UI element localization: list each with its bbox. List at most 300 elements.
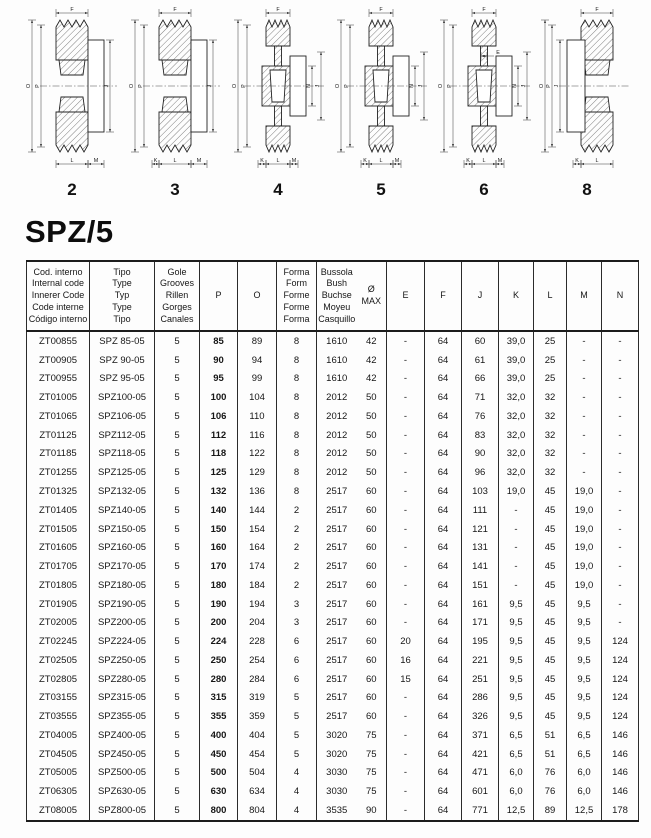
cell-p: 450 <box>200 745 238 764</box>
cell-diam-max: 60 <box>365 654 377 666</box>
cell-bush: 2517 <box>317 613 357 632</box>
cell-grooves: 5 <box>155 632 200 651</box>
cell-j: 76 <box>462 407 499 426</box>
table-row <box>27 764 639 783</box>
cell-k: 9,5 <box>499 689 534 708</box>
cell-o: 204 <box>238 613 277 632</box>
cell-diam-max: 60 <box>365 504 377 516</box>
cell-form: 2 <box>277 557 317 576</box>
cell-bush: 1610 <box>317 331 357 351</box>
table-row <box>27 463 639 482</box>
cell-bush: 2517 <box>317 576 357 595</box>
cell-p: 118 <box>200 445 238 464</box>
cell-m: - <box>567 370 602 389</box>
svg-text:K: K <box>153 158 158 165</box>
cell-diam-max: 42 <box>365 354 377 366</box>
table-row <box>27 426 639 445</box>
cell-n: - <box>602 538 639 557</box>
cell-k: 9,5 <box>499 670 534 689</box>
cell-form: 5 <box>277 689 317 708</box>
cell-m: 9,5 <box>567 595 602 614</box>
svg-text:N: N <box>409 84 415 88</box>
col-header-k: K <box>499 261 534 331</box>
cell-f: 64 <box>425 801 462 821</box>
cell-k: 19,0 <box>499 482 534 501</box>
cell-grooves: 5 <box>155 651 200 670</box>
cell-p: 250 <box>200 651 238 670</box>
cell-p: 355 <box>200 707 238 726</box>
cell-code: ZT01905 <box>38 598 78 610</box>
pulley-drawing-3 <box>125 6 225 178</box>
cell-code: ZT01605 <box>38 542 78 554</box>
svg-text:L: L <box>173 158 177 165</box>
cell-diam-max: 60 <box>365 579 377 591</box>
cell-form: 3 <box>277 613 317 632</box>
table-row <box>27 407 639 426</box>
cell-e: - <box>387 707 425 726</box>
cell-f: 64 <box>425 388 462 407</box>
cell-j: 83 <box>462 426 499 445</box>
cell-p: 180 <box>200 576 238 595</box>
cell-n: 178 <box>602 801 639 821</box>
cell-o: 804 <box>238 801 277 821</box>
cell-m: 19,0 <box>567 520 602 539</box>
cell-l: 45 <box>534 689 567 708</box>
table-row <box>27 689 639 708</box>
svg-text:N: N <box>512 84 518 88</box>
cell-grooves: 5 <box>155 764 200 783</box>
cell-diam-max: 60 <box>365 711 377 723</box>
figure-number-label: 6 <box>479 180 489 199</box>
cell-o: 254 <box>238 651 277 670</box>
cell-p: 200 <box>200 613 238 632</box>
cell-p: 190 <box>200 595 238 614</box>
figure-number-label: 8 <box>582 180 592 199</box>
svg-text:K: K <box>575 158 579 165</box>
pulley-drawing-5 <box>331 6 431 178</box>
cell-p: 90 <box>200 351 238 370</box>
col-header-type: Tipo Type Typ Type Tipo <box>90 261 155 331</box>
table-row <box>27 501 639 520</box>
cell-bush: 2517 <box>317 520 357 539</box>
cell-m: 6,0 <box>567 782 602 801</box>
cell-bush: 3535 <box>317 801 357 821</box>
cell-form: 8 <box>277 426 317 445</box>
cell-type: SPZ450-05 <box>90 745 155 764</box>
svg-text:F: F <box>595 7 599 14</box>
col-header-l: L <box>534 261 567 331</box>
cell-n: - <box>602 426 639 445</box>
cell-j: 141 <box>462 557 499 576</box>
cell-code: ZT01185 <box>39 448 77 460</box>
cell-p: 224 <box>200 632 238 651</box>
cell-k: - <box>499 501 534 520</box>
cell-diam-max: 60 <box>365 636 377 648</box>
svg-text:L: L <box>70 158 74 165</box>
cell-type: SPZ106-05 <box>90 407 155 426</box>
svg-text:O: O <box>438 83 444 89</box>
cell-n: - <box>602 445 639 464</box>
cell-code: ZT00855 <box>38 335 78 347</box>
table-body <box>27 331 639 821</box>
cell-k: 12,5 <box>499 801 534 821</box>
cell-l: 45 <box>534 595 567 614</box>
cell-form: 5 <box>277 745 317 764</box>
cell-k: 6,5 <box>499 745 534 764</box>
cell-j: 131 <box>462 538 499 557</box>
cell-l: 76 <box>534 782 567 801</box>
cell-l: 45 <box>534 670 567 689</box>
svg-text:O: O <box>129 83 135 89</box>
cell-grooves: 5 <box>155 520 200 539</box>
cell-grooves: 5 <box>155 576 200 595</box>
cell-grooves: 5 <box>155 501 200 520</box>
cell-p: 400 <box>200 726 238 745</box>
svg-text:F: F <box>70 7 74 14</box>
cell-k: 6,0 <box>499 764 534 783</box>
cell-n: - <box>602 557 639 576</box>
cell-j: 221 <box>462 651 499 670</box>
cell-o: 89 <box>238 331 277 351</box>
cell-code: ZT06305 <box>38 786 78 798</box>
cell-l: 45 <box>534 707 567 726</box>
cell-grooves: 5 <box>155 388 200 407</box>
svg-text:M: M <box>291 158 297 165</box>
cell-type: SPZ160-05 <box>90 538 155 557</box>
cell-m: 19,0 <box>567 576 602 595</box>
cell-n: 124 <box>602 651 639 670</box>
cell-m: - <box>567 463 602 482</box>
cell-form: 8 <box>277 407 317 426</box>
col-header-e: E <box>387 261 425 331</box>
svg-text:F: F <box>482 7 486 14</box>
svg-text:F: F <box>379 7 383 14</box>
table-row <box>27 613 639 632</box>
svg-text:J: J <box>104 84 110 88</box>
table-row <box>27 538 639 557</box>
cell-diam-max: 60 <box>365 598 377 610</box>
cell-o: 174 <box>238 557 277 576</box>
cell-e: - <box>387 782 425 801</box>
pulley-drawing-4 <box>228 6 328 178</box>
table-row <box>27 482 639 501</box>
cell-n: - <box>602 595 639 614</box>
cell-diam-max: 50 <box>365 467 377 479</box>
cell-l: 32 <box>534 426 567 445</box>
pulley-drawing-2 <box>22 6 122 178</box>
cell-grooves: 5 <box>155 351 200 370</box>
cell-type: SPZ190-05 <box>90 595 155 614</box>
cell-j: 161 <box>462 595 499 614</box>
cell-f: 64 <box>425 463 462 482</box>
svg-text:M: M <box>497 158 503 165</box>
cell-grooves: 5 <box>155 482 200 501</box>
cell-form: 3 <box>277 595 317 614</box>
cell-m: 9,5 <box>567 707 602 726</box>
table-row <box>27 670 639 689</box>
cell-j: 60 <box>462 331 499 351</box>
cell-o: 144 <box>238 501 277 520</box>
cell-form: 5 <box>277 726 317 745</box>
cell-k: - <box>499 520 534 539</box>
cell-k: 9,5 <box>499 651 534 670</box>
cell-m: 19,0 <box>567 482 602 501</box>
cell-o: 94 <box>238 351 277 370</box>
cell-j: 90 <box>462 445 499 464</box>
cell-p: 280 <box>200 670 238 689</box>
cell-o: 504 <box>238 764 277 783</box>
cell-n: 146 <box>602 764 639 783</box>
cell-f: 64 <box>425 445 462 464</box>
cell-f: 64 <box>425 520 462 539</box>
svg-text:J: J <box>315 84 321 88</box>
cell-m: 6,0 <box>567 764 602 783</box>
cell-f: 64 <box>425 745 462 764</box>
cell-bush: 2517 <box>317 651 357 670</box>
cell-code: ZT01325 <box>38 486 78 497</box>
cell-p: 132 <box>200 482 238 501</box>
cell-n: 124 <box>602 689 639 708</box>
svg-text:P: P <box>35 84 41 88</box>
cell-o: 110 <box>238 407 277 426</box>
page-title: SPZ/5 <box>25 214 114 249</box>
cell-form: 2 <box>277 520 317 539</box>
cell-k: 9,5 <box>499 613 534 632</box>
cell-f: 64 <box>425 595 462 614</box>
cell-n: 146 <box>602 782 639 801</box>
svg-text:F: F <box>173 7 177 14</box>
svg-text:O: O <box>335 83 341 89</box>
cell-f: 64 <box>425 576 462 595</box>
table-row <box>27 595 639 614</box>
col-header-bush: Bussola Bush Buchse Moyeu Casquillo <box>317 261 357 331</box>
cell-grooves: 5 <box>155 557 200 576</box>
table-row <box>27 801 639 821</box>
cell-n: 146 <box>602 726 639 745</box>
cell-e: - <box>387 520 425 539</box>
cell-type: SPZ355-05 <box>90 707 155 726</box>
cell-m: - <box>567 407 602 426</box>
cell-code: ZT04005 <box>38 729 78 741</box>
cell-e: - <box>387 388 425 407</box>
cell-j: 286 <box>462 689 499 708</box>
cell-o: 154 <box>238 520 277 539</box>
cell-code: ZT01705 <box>38 561 78 573</box>
cell-diam-max: 50 <box>365 410 377 422</box>
table-row <box>27 745 639 764</box>
cell-l: 45 <box>534 613 567 632</box>
cell-code: ZT00905 <box>38 354 78 366</box>
cell-n: - <box>602 388 639 407</box>
cell-code: ZT02505 <box>38 654 78 666</box>
cell-j: 421 <box>462 745 499 764</box>
svg-text:L: L <box>276 158 280 165</box>
cell-code: ZT02805 <box>38 673 78 685</box>
cell-type: SPZ100-05 <box>90 388 155 407</box>
cell-bush: 2517 <box>317 557 357 576</box>
svg-text:M: M <box>93 158 99 165</box>
cell-m: 19,0 <box>567 501 602 520</box>
cell-n: - <box>602 613 639 632</box>
cell-l: 25 <box>534 370 567 389</box>
svg-text:K: K <box>363 158 367 165</box>
cell-bush: 1610 <box>317 370 357 389</box>
cell-form: 5 <box>277 707 317 726</box>
cell-diam-max: 60 <box>365 561 377 573</box>
cell-f: 64 <box>425 501 462 520</box>
cell-k: - <box>499 538 534 557</box>
cell-n: - <box>602 370 639 389</box>
cell-l: 45 <box>534 482 567 501</box>
cell-j: 771 <box>462 801 499 821</box>
cell-m: 9,5 <box>567 651 602 670</box>
col-header-grooves: Gole Grooves Rillen Gorges Canales <box>155 261 200 331</box>
cell-p: 112 <box>200 426 238 445</box>
cell-form: 4 <box>277 801 317 821</box>
cell-code: ZT03555 <box>38 711 78 723</box>
cell-p: 85 <box>200 331 238 351</box>
cell-diam-max: 75 <box>365 786 377 798</box>
cell-o: 99 <box>238 370 277 389</box>
cell-e: 16 <box>387 651 425 670</box>
svg-text:O: O <box>539 83 545 89</box>
cell-n: - <box>602 463 639 482</box>
cell-k: 32,0 <box>499 463 534 482</box>
cell-l: 89 <box>534 801 567 821</box>
cell-k: 6,0 <box>499 782 534 801</box>
cell-j: 71 <box>462 388 499 407</box>
cell-p: 630 <box>200 782 238 801</box>
cell-f: 64 <box>425 538 462 557</box>
cell-j: 326 <box>462 707 499 726</box>
cell-n: 124 <box>602 632 639 651</box>
cell-type: SPZ800-05 <box>90 801 155 821</box>
cell-k: 32,0 <box>499 388 534 407</box>
cell-form: 8 <box>277 388 317 407</box>
cell-form: 2 <box>277 501 317 520</box>
cell-code: ZT02245 <box>38 636 78 648</box>
figure-2 <box>22 6 122 204</box>
cell-code: ZT08005 <box>38 805 78 817</box>
cell-f: 64 <box>425 613 462 632</box>
cell-diam-max: 42 <box>365 335 377 347</box>
cell-e: - <box>387 689 425 708</box>
cell-e: - <box>387 407 425 426</box>
svg-text:J: J <box>418 84 424 88</box>
cell-p: 500 <box>200 764 238 783</box>
cell-n: - <box>602 576 639 595</box>
cell-e: - <box>387 557 425 576</box>
svg-text:P: P <box>344 84 350 88</box>
cell-diam-max: 60 <box>365 673 377 685</box>
svg-text:J: J <box>554 84 560 88</box>
cell-f: 64 <box>425 370 462 389</box>
cell-grooves: 5 <box>155 801 200 821</box>
figure-number-label: 3 <box>170 180 180 199</box>
cell-type: SPZ224-05 <box>90 632 155 651</box>
cell-code: ZT01805 <box>38 579 78 591</box>
svg-text:P: P <box>447 84 453 88</box>
cell-o: 359 <box>238 707 277 726</box>
cell-k: - <box>499 557 534 576</box>
cell-code: ZT01405 <box>38 504 78 516</box>
cell-f: 64 <box>425 782 462 801</box>
cell-form: 8 <box>277 445 317 464</box>
svg-text:P: P <box>138 84 144 88</box>
cell-form: 4 <box>277 782 317 801</box>
cell-m: 6,5 <box>567 745 602 764</box>
table-row <box>27 388 639 407</box>
svg-text:O: O <box>232 83 238 89</box>
cell-form: 2 <box>277 538 317 557</box>
cell-diam-max: 60 <box>365 617 377 629</box>
cell-code: ZT01505 <box>38 523 78 535</box>
col-header-o: O <box>238 261 277 331</box>
header-row <box>27 261 639 331</box>
cell-type: SPZ315-05 <box>90 689 155 708</box>
cell-k: 9,5 <box>499 707 534 726</box>
cell-j: 103 <box>462 482 499 501</box>
cell-p: 106 <box>200 407 238 426</box>
cell-type: SPZ 90-05 <box>90 351 155 370</box>
cell-o: 104 <box>238 388 277 407</box>
cell-grooves: 5 <box>155 370 200 389</box>
figure-number-label: 4 <box>273 180 283 199</box>
cell-k: 39,0 <box>499 370 534 389</box>
cell-grooves: 5 <box>155 707 200 726</box>
cell-m: 9,5 <box>567 613 602 632</box>
cell-form: 6 <box>277 632 317 651</box>
cell-m: - <box>567 351 602 370</box>
cell-grooves: 5 <box>155 613 200 632</box>
cell-f: 64 <box>425 426 462 445</box>
cell-diam-max: 60 <box>365 692 377 704</box>
cell-diam-max: 75 <box>365 729 377 741</box>
cell-bush: 2517 <box>317 632 357 651</box>
cell-e: - <box>387 801 425 821</box>
cell-l: 45 <box>534 501 567 520</box>
pulley-drawing-8 <box>537 6 637 178</box>
figure-5 <box>331 6 431 204</box>
cell-e: 15 <box>387 670 425 689</box>
cell-m: - <box>567 426 602 445</box>
cell-f: 64 <box>425 726 462 745</box>
cell-m: 12,5 <box>567 801 602 821</box>
cell-grooves: 5 <box>155 407 200 426</box>
cell-bush: 2517 <box>317 538 357 557</box>
cell-o: 164 <box>238 538 277 557</box>
cell-f: 64 <box>425 407 462 426</box>
cell-o: 404 <box>238 726 277 745</box>
cell-diam-max: 60 <box>365 542 377 554</box>
cell-l: 45 <box>534 538 567 557</box>
cell-type: SPZ630-05 <box>90 782 155 801</box>
cell-m: 19,0 <box>567 538 602 557</box>
cell-m: 19,0 <box>567 557 602 576</box>
cell-bush: 3030 <box>317 782 357 801</box>
cell-code: ZT01005 <box>38 392 78 404</box>
cell-type: SPZ132-05 <box>90 482 155 501</box>
cell-type: SPZ500-05 <box>90 764 155 783</box>
cell-bush: 2012 <box>317 407 357 426</box>
figure-number-label: 2 <box>67 180 77 199</box>
cell-bush: 2517 <box>317 595 357 614</box>
svg-text:P: P <box>546 84 552 88</box>
cell-e: - <box>387 613 425 632</box>
cell-k: 32,0 <box>499 445 534 464</box>
cell-k: 39,0 <box>499 351 534 370</box>
table-row <box>27 707 639 726</box>
